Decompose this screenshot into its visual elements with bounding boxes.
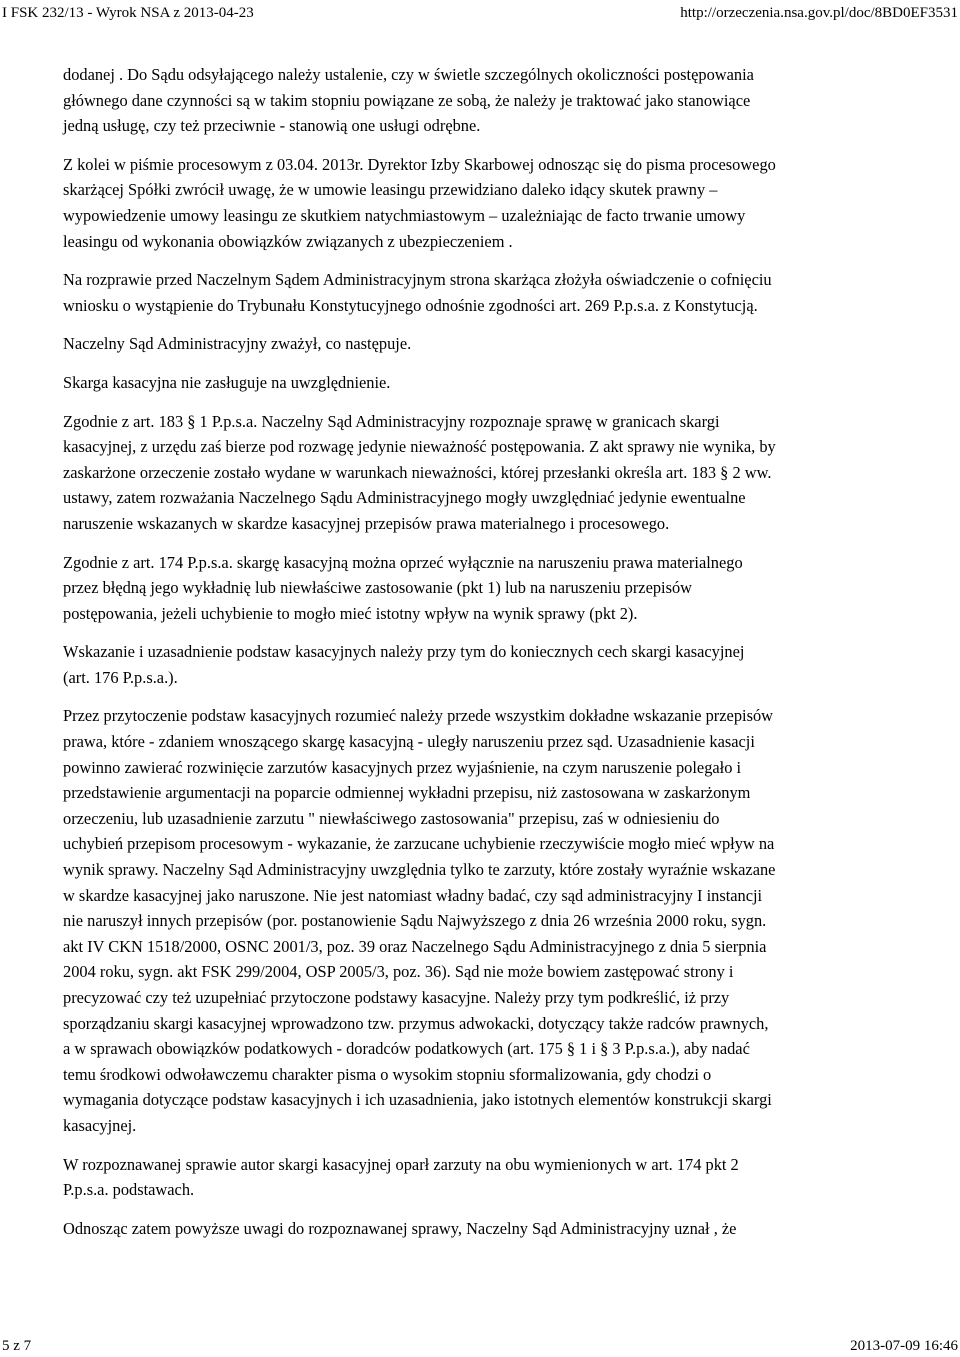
text-line: Wskazanie i uzasadnienie podstaw kasacyjnych należy przy tym do koniecznych cech skargi kasacyjnej: [63, 642, 745, 662]
text-line: Odnosząc zatem powyższe uwagi do rozpoznawanej sprawy, Naczelny Sąd Administracyjny uznał , że: [63, 1218, 737, 1238]
text-line: przez błędną jego wykładnię lub niewłaściwe zastosowanie (pkt 1) lub na naruszeniu przepisów: [63, 578, 693, 598]
text-line: kasacyjnej.: [63, 1115, 137, 1135]
text-line: Zgodnie z art. 174 P.p.s.a. skargę kasacyjną można oprzeć wyłącznie na naruszeniu prawa materialnego: [63, 552, 743, 572]
text-line: akt IV CKN 1518/2000, OSNC 2001/3, poz. 39 oraz Naczelnego Sądu Administracyjnego z dnia 5 sierpnia: [63, 936, 767, 956]
document-body: [63, 62, 903, 1254]
text-line: W rozpoznawanej sprawie autor skargi kasacyjnej oparł zarzuty na obu wymienionych w art. 174 pkt 2: [63, 1154, 739, 1174]
text-line: nie naruszył innych przepisów (por. postanowienie Sądu Najwyższego z dnia 26 września 2000 roku, sygn.: [63, 911, 767, 931]
text-line: postępowania, jeżeli uchybienie to mogło mieć istotny wpływ na wynik sprawy (pkt 2).: [63, 603, 638, 623]
text-line: wypowiedzenie umowy leasingu ze skutkiem natychmiastowym – uzależniając de facto trwanie umowy: [63, 205, 746, 225]
text-line: jedną usługę, czy też przeciwnie - stanowią one usługi odrębne.: [63, 116, 481, 136]
text-line: orzeczeniu, lub uzasadnienie zarzutu " niewłaściwego zastosowania" przepisu, zaś w odniesieniu do: [63, 808, 720, 828]
text-line: sporządzaniu skargi kasacyjnej wprowadzono tzw. przymus adwokacki, dotyczący także radców prawnych,: [63, 1013, 769, 1033]
text-line: Zgodnie z art. 183 § 1 P.p.s.a. Naczelny Sąd Administracyjny rozpoznaje sprawę w granicach skargi: [63, 411, 720, 431]
document-url[interactable]: http://orzeczenia.nsa.gov.pl/doc/8BD0EF3531: [680, 5, 958, 21]
paragraph: [63, 639, 903, 690]
text-line: uchybień przepisom procesowym - wykazanie, że zarzucane uchybienie rzeczywiście mogło mieć wpływ na: [63, 834, 775, 854]
paragraph: [63, 550, 903, 627]
text-line: Z kolei w piśmie procesowym z 03.04. 2013r. Dyrektor Izby Skarbowej odnosząc się do pisma procesowego: [63, 154, 776, 174]
text-line: ustawy, zatem rozważania Naczelnego Sądu Administracyjnego mogły uwzględniać jedynie ewentualne: [63, 488, 746, 508]
text-line: precyzować czy też uzupełniać przytoczone podstawy kasacyjne. Należy przy tym podkreślić, iż przy: [63, 988, 730, 1007]
text-line: kasacyjnej, z urzędu zaś bierze pod rozwagę jedynie nieważność postępowania. Z akt sprawy nie wynika, by: [63, 437, 776, 457]
text-line: Przez przytoczenie podstaw kasacyjnych rozumieć należy przede wszystkim dokładne wskazanie przepisów: [63, 706, 773, 726]
print-datetime: 2013-07-09 16:46: [850, 1338, 958, 1354]
document-title: I FSK 232/13 - Wyrok NSA z 2013-04-23: [2, 5, 254, 21]
text-line: P.p.s.a. podstawach.: [63, 1180, 195, 1200]
paragraph: [63, 267, 903, 318]
text-line: leasingu od wykonania obowiązków związanych z ubezpieczeniem .: [63, 231, 513, 251]
text-line: przedstawienie argumentacji na poparcie odmiennej wykładni przepisu, niż zastosowana w zaskarżonym: [63, 783, 751, 803]
text-line: 2004 roku, sygn. akt FSK 299/2004, OSP 2005/3, poz. 36). Sąd nie może bowiem zastępować strony i: [63, 962, 734, 982]
text-line: w skardze kasacyjnej jako naruszone. Nie jest natomiast władny badać, czy sąd administracyjny I instancji: [63, 885, 763, 905]
text-line: a w sprawach obowiązków podatkowych - doradców podatkowych (art. 175 § 1 i § 3 P.p.s.a.), aby nadać: [63, 1039, 750, 1059]
paragraph: [63, 1216, 903, 1242]
text-line: dodanej . Do Sądu odsyłającego należy ustalenie, czy w świetle szczególnych okoliczności postępowania: [63, 65, 754, 84]
text-line: wymagania dotyczące podstaw kasacyjnych i ich uzasadnienia, jako istotnych elementów konstrukcji skargi: [63, 1090, 772, 1110]
paragraph: [63, 409, 903, 537]
paragraph: [63, 152, 903, 254]
paragraph: [63, 703, 903, 1138]
page-number: 5 z 7: [2, 1338, 32, 1354]
text-line: głównego dane czynności są w takim stopniu powiązane ze sobą, że należy je traktować jako stanowiące: [63, 90, 751, 110]
paragraph: [63, 62, 903, 139]
text-line: temu środkowi odwoławczemu charakter pisma o wysokim stopniu sformalizowania, gdy chodzi o: [63, 1064, 712, 1084]
text-line: skarżącej Spółki zwrócił uwagę, że w umowie leasingu przewidziano daleko idący skutek prawny –: [63, 180, 718, 200]
text-line: Skarga kasacyjna nie zasługuje na uwzględnienie.: [63, 372, 391, 392]
text-line: wynik sprawy. Naczelny Sąd Administracyjny uwzględnia tylko te zarzuty, które zostały wyraźnie wskazane: [63, 860, 776, 880]
text-line: powinno zawierać rozwinięcie zarzutów kasacyjnych przez wyjaśnienie, na czym naruszenie polegało i: [63, 757, 742, 777]
text-line: Naczelny Sąd Administracyjny zważył, co następuje.: [63, 334, 412, 354]
paragraph: [63, 370, 903, 396]
text-line: prawa, które - zdaniem wnoszącego skargę kasacyjną - uległy naruszeniu przez sąd. Uzasadnienie kasacji: [63, 732, 755, 752]
text-line: (art. 176 P.p.s.a.).: [63, 667, 178, 687]
paragraph: [63, 331, 903, 357]
text-line: naruszenie wskazanych w skardze kasacyjnej przepisów prawa materialnego i procesowego.: [63, 513, 670, 533]
paragraph: [63, 1152, 903, 1203]
text-line: Na rozprawie przed Naczelnym Sądem Administracyjnym strona skarżąca złożyła oświadczenie o cofnięciu: [63, 270, 772, 290]
text-line: zaskarżone orzeczenie zostało wydane w warunkach nieważności, której przesłanki określa art. 183 § 2 ww.: [63, 462, 772, 482]
text-line: wniosku o wystąpienie do Trybunału Konstytucyjnego odnośnie zgodności art. 269 P.p.s.a. z Konstytucją.: [63, 295, 758, 315]
